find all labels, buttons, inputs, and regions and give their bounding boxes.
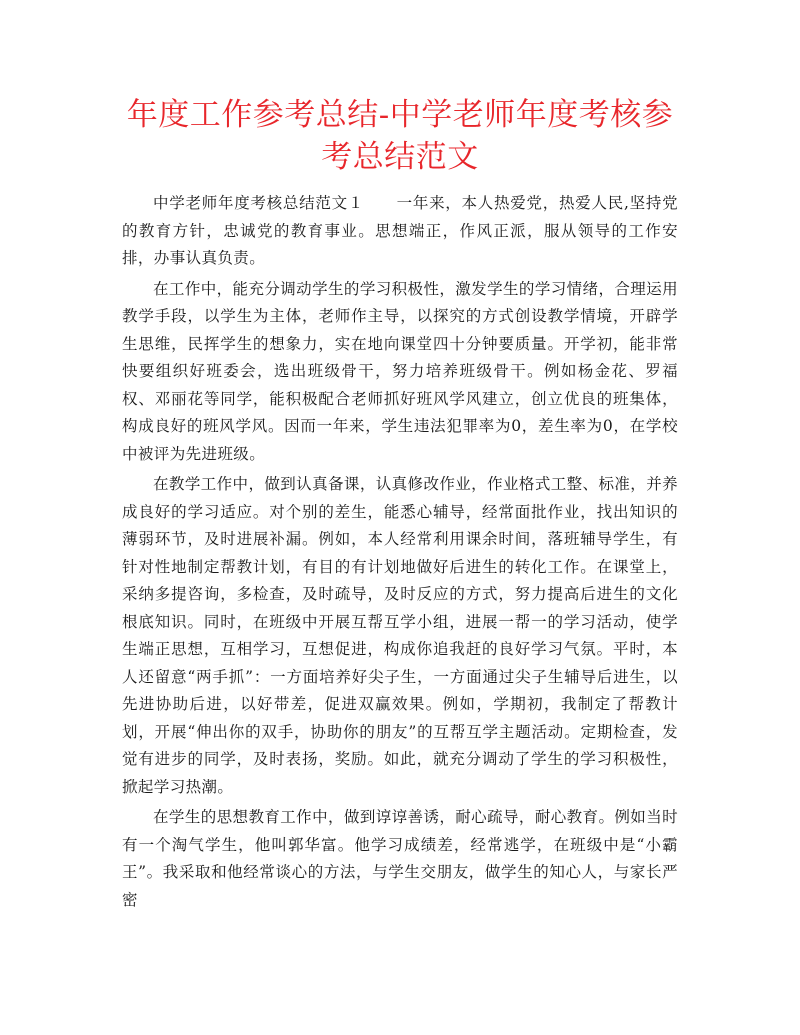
document-title: 年度工作参考总结-中学老师年度考核参考总结范文 [126, 97, 674, 175]
paragraph: 在工作中，能充分调动学生的学习积极性，激发学生的学习情绪，合理运用教学手段，以学生为主体，老师作主导，以探究的方式创设教学情境，开辟学生思维，民挥学生的想象力，实在地向课堂四十分钟要质量。开学初，能非常快要组织好班委会，选出班级骨干，努力培养班级骨干。例如杨金花、罗福权、邓丽花等同学，能积极配合老师抓好班风学风建立，创立优良的班集体，构成良好的班风学风。因而一年来，学生违法犯罪率为0，差生率为0，在学校中被评为先进班级。 [122, 279, 678, 463]
paragraph: 在学生的思想教育工作中，做到谆谆善诱，耐心疏导，耐心教育。例如当时有一个淘气学生，他叫郭华富。他学习成绩差，经常逃学，在班级中是“小霸王”。我采取和他经常谈心的方法，与学生交朋友，做学生的知心人，与家长严密 [122, 808, 678, 909]
paragraph: 中学老师年度考核总结范文１ 一年来，本人热爱党，热爱人民,坚持党的教育方针，忠诚党的教育事业。思想端正，作风正派，服从领导的工作安排，办事认真负责。 [122, 194, 678, 267]
document-body [122, 190, 678, 914]
paragraph: 在教学工作中，做到认真备课，认真修改作业，作业格式工整、标准，并养成良好的学习适应。对个别的差生，能悉心辅导，经常面批作业，找出知识的薄弱环节，及时进展补漏。例如，本人经常利用课余时间，落班辅导学生，有针对性地制定帮教计划，有目的有计划地做好后进生的转化工作。在课堂上，采纳多提咨询，多检查，及时疏导，及时反应的方式，努力提高后进生的文化根底知识。同时，在班级中开展互帮互学小组，进展一帮一的学习活动，使学生端正思想，互相学习，互想促进，构成你追我赶的良好学习气氛。平时，本人还留意“两手抓”：一方面培养好尖子生，一方面通过尖子生辅导后进生，以先进协助后进，以好带差，促进双赢效果。例如，学期初，我制定了帮教计划，开展“伸出你的双手，协助你的朋友”的互帮互学主题活动。定期检查，发觉有进步的同学，及时表扬，奖励。如此，就充分调动了学生的学习积极性，掀起学习热潮。 [122, 475, 678, 796]
